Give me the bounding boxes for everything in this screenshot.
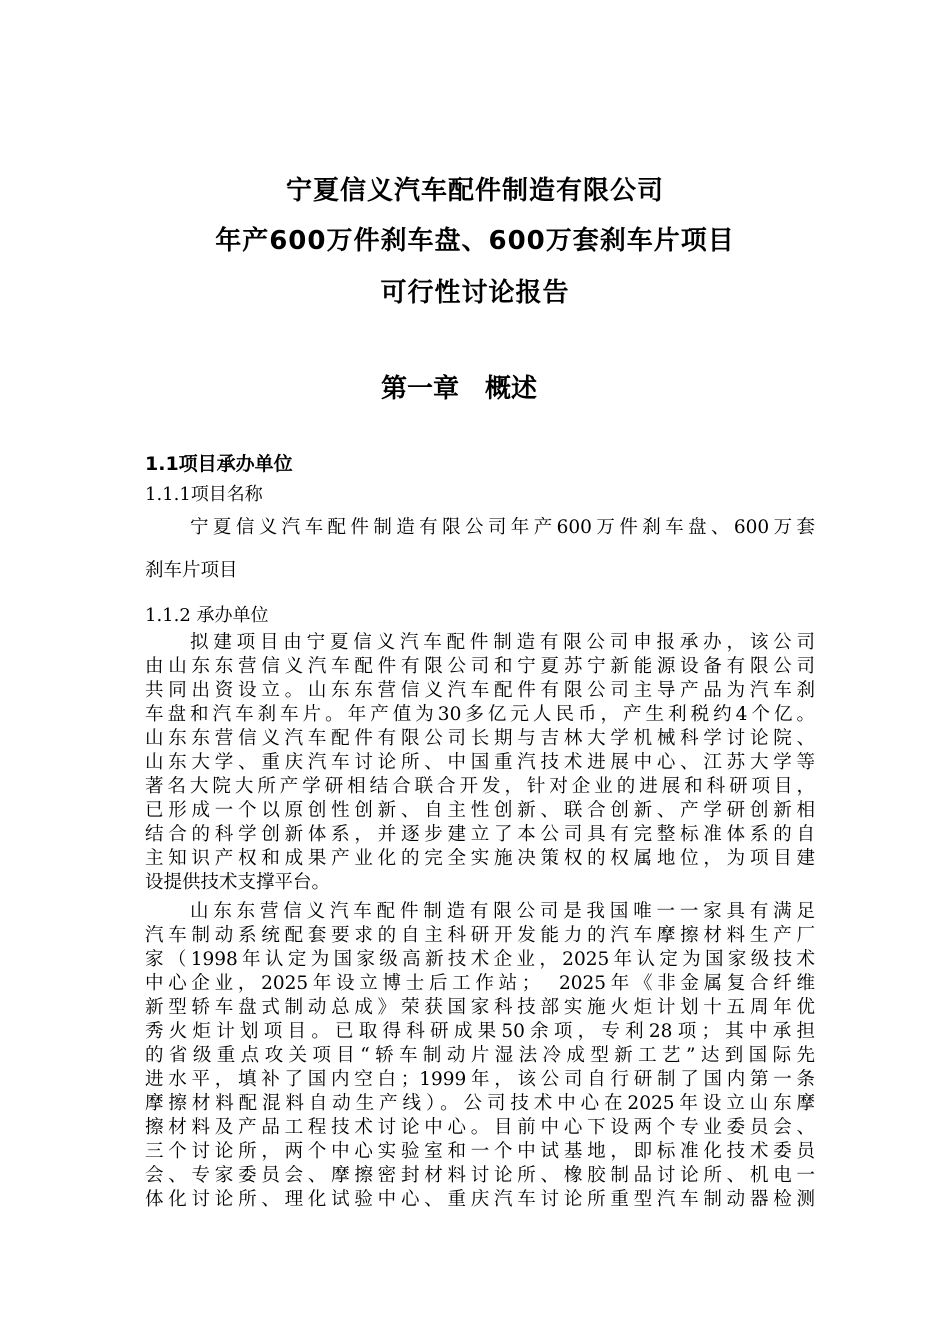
project-name-line: 刹车片项目 xyxy=(145,560,238,581)
paragraph-line: 中心企业，2025年设立博士后工作站； 2025年《非金属复合纤维 xyxy=(145,973,815,994)
paragraph-line: 摩擦材料配混料自动生产线）。公司技术中心在2025年设立山东摩 xyxy=(145,1093,815,1114)
title-project: 年产600万件刹车盘、600万套刹车片项目 xyxy=(215,226,735,256)
paragraph-line: 新型轿车盘式制动总成》荣获国家科技部实施火炬计划十五周年优 xyxy=(145,997,815,1018)
title-company: 宁夏信义汽车配件制造有限公司 xyxy=(285,176,664,206)
paragraph-line: 共同出资设立。山东东营信义汽车配件有限公司主导产品为汽车刹 xyxy=(145,680,815,701)
paragraph-line: 家（1998年认定为国家级高新技术企业，2025年认定为国家级技术 xyxy=(145,949,815,970)
paragraph-line: 由山东东营信义汽车配件有限公司和宁夏苏宁新能源设备有限公司 xyxy=(145,656,815,677)
paragraph-line: 结合的科学创新体系，并逐步建立了本公司具有完整标准体系的自 xyxy=(145,824,815,845)
paragraph-line: 体化讨论所、理化试验中心、重庆汽车讨论所重型汽车制动器检测 xyxy=(145,1189,815,1210)
paragraph-line: 拟建项目由宁夏信义汽车配件制造有限公司申报承办，该公司 xyxy=(190,632,815,653)
paragraph-line: 汽车制动系统配套要求的自主科研开发能力的汽车摩擦材料生产厂 xyxy=(145,925,815,946)
paragraph-line: 已形成一个以原创性创新、自主性创新、联合创新、产学研创新相 xyxy=(145,800,815,821)
paragraph-line: 会、专家委员会、摩擦密封材料讨论所、橡胶制品讨论所、机电一 xyxy=(145,1165,815,1186)
title-report-type: 可行性讨论报告 xyxy=(380,278,570,308)
project-name-line: 宁夏信义汽车配件制造有限公司年产600万件刹车盘、600万套 xyxy=(190,517,815,538)
paragraph-line: 著名大院大所产学研相结合联合开发，针对企业的进展和科研项目， xyxy=(145,776,815,797)
paragraph-line: 山东东营信义汽车配件制造有限公司是我国唯一一家具有满足 xyxy=(190,901,815,922)
paragraph-line: 三个讨论所，两个中心实验室和一个中试基地，即标准化技术委员 xyxy=(145,1141,815,1162)
paragraph-line: 秀火炬计划项目。已取得科研成果50余项，专利28项；其中承担 xyxy=(145,1021,815,1042)
paragraph-line: 设提供技术支撑平台。 xyxy=(145,872,331,893)
paragraph-line: 山东大学、重庆汽车讨论所、中国重汽技术进展中心、江苏大学等 xyxy=(145,752,815,773)
paragraph-line: 车盘和汽车刹车片。年产值为30多亿元人民币，产生利税约4个亿。 xyxy=(145,704,815,725)
paragraph-line: 主知识产权和成果产业化的完全实施决策权的权属地位，为项目建 xyxy=(145,848,815,869)
subsection-heading-project-name: 1.1.1项目名称 xyxy=(145,484,263,505)
paragraph-line: 的省级重点攻关项目“轿车制动片湿法冷成型新工艺”达到国际先 xyxy=(145,1045,815,1066)
paragraph-line: 山东东营信义汽车配件有限公司长期与吉林大学机械科学讨论院、 xyxy=(145,728,815,749)
chapter-heading: 第一章 概述 xyxy=(380,374,537,404)
section-heading: 1.1项目承办单位 xyxy=(145,453,293,475)
paragraph-line: 进水平，填补了国内空白；1999年，该公司自行研制了国内第一条 xyxy=(145,1069,815,1090)
paragraph-line: 擦材料及产品工程技术讨论中心。目前中心下设两个专业委员会、 xyxy=(145,1117,815,1138)
subsection-heading-organizer: 1.1.2 承办单位 xyxy=(145,605,269,626)
